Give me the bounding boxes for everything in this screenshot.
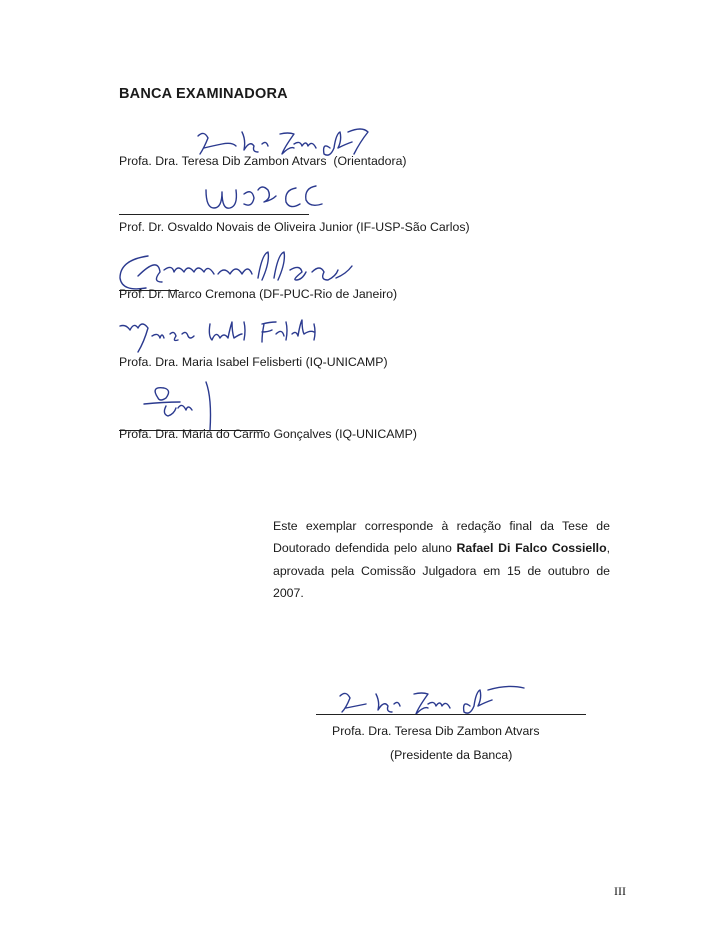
president-signature-line [316, 714, 586, 715]
signature-maria-carmo-goncalves [118, 378, 238, 434]
president-name: Profa. Dra. Teresa Dib Zambon Atvars [332, 724, 540, 738]
signature-maria-isabel-felisberti [112, 316, 352, 360]
approval-statement: Este exemplar corresponde à redação final da Tese de Doutorado defendida pelo aluno Rafael Di Falco Cossiello, aprovada pela Comissão Julgadora em 15 de outubro de 2007. [273, 519, 610, 600]
member-name-marco-cremona: Prof. Dr. Marco Cremona (DF-PUC-Rio de Janeiro) [119, 287, 398, 301]
member-name-teresa-atvars: Profa. Dra. Teresa Dib Zambon Atvars (Orientadora) [119, 154, 407, 168]
page-heading: BANCA EXAMINADORA [119, 86, 288, 102]
page-number: III [614, 884, 626, 898]
president-role: (Presidente da Banca) [390, 748, 513, 762]
member-name-maria-isabel-felisberti: Profa. Dra. Maria Isabel Felisberti (IQ-UNICAMP) [119, 355, 388, 369]
signature-president [330, 684, 550, 724]
member-name-maria-carmo-goncalves: Profa. Dra. Maria do Carmo Gonçalves (IQ-UNICAMP) [119, 427, 417, 441]
student-name: Rafael Di Falco Cossiello [456, 541, 607, 556]
member-name-osvaldo-oliveira: Prof. Dr. Osvaldo Novais de Oliveira Junior (IF-USP-São Carlos) [119, 220, 470, 234]
signature-osvaldo-oliveira [200, 180, 350, 216]
